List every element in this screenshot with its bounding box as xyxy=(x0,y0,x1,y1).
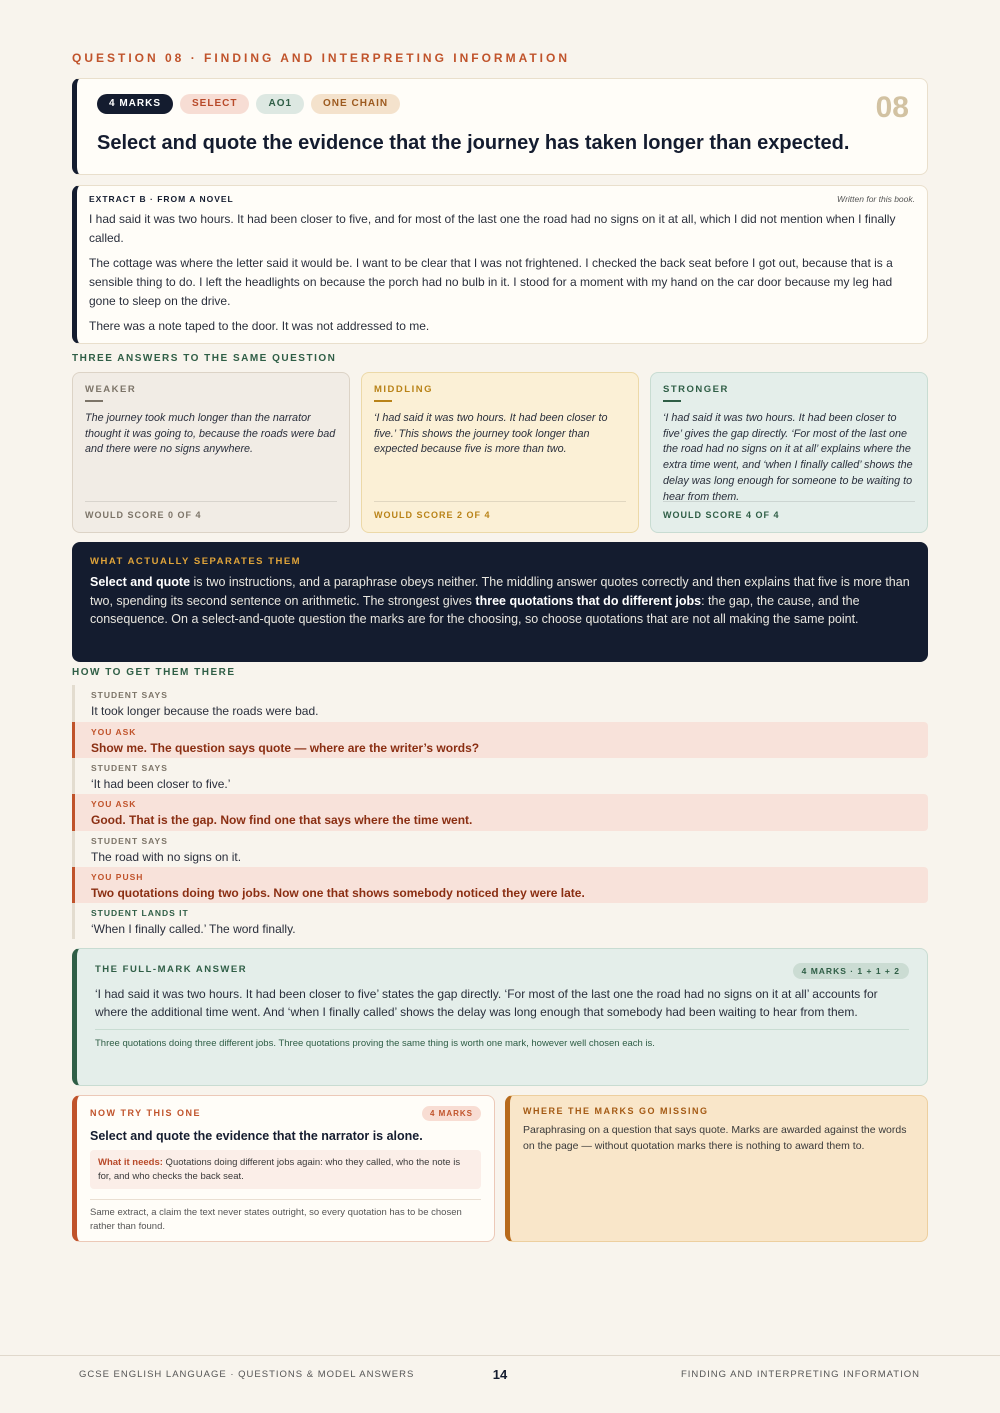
label-rule xyxy=(663,400,681,402)
answer-score: WOULD SCORE 0 OF 4 xyxy=(85,501,337,520)
missing-text: Paraphrasing on a question that says quote. Marks are awarded against the words on the page — without quotation marks there is nothing to award them to. xyxy=(523,1124,907,1152)
question-number: 08 xyxy=(875,91,909,124)
page-number: 14 xyxy=(492,1367,508,1382)
select-tag: SELECT xyxy=(180,94,249,114)
section-kicker: QUESTION 08 · FINDING AND INTERPRETING INFORMATION xyxy=(72,51,571,65)
separates-text-1: is two instructions, and a paraphrase obeys neither. The middling answer quotes correctly and then explains that five is more than two, spending its second sentence on arithmetic. The strongest gives xyxy=(90,575,910,608)
speaker-text: The road with no signs on it. xyxy=(91,850,242,864)
speaker-text: Two quotations doing two jobs. Now one that shows somebody noticed they were late. xyxy=(91,886,585,900)
question-title: Select and quote the evidence that the journey has taken longer than expected. xyxy=(97,132,850,154)
separates-callout xyxy=(72,542,928,662)
full-mark-card xyxy=(72,948,928,1086)
question-card xyxy=(72,78,928,175)
extract-note: Written for this book. xyxy=(837,194,915,204)
try-label: NOW TRY THIS ONE xyxy=(90,1108,202,1118)
weaker-answer-card xyxy=(72,372,350,533)
label-rule xyxy=(374,400,392,402)
speaker-text: Show me. The question says quote — where are the writer’s words? xyxy=(91,741,480,755)
speaker-text: It took longer because the roads were bad. xyxy=(91,704,319,718)
answer-text: The journey took much longer than the narrator thought it was going to, because the roads were bad and there were no signs anywhere. xyxy=(85,412,336,456)
answer-text: ‘I had said it was two hours. It had been closer to five.’ This shows the journey took longer than expected because five is more than two. xyxy=(374,412,608,456)
speaker-text: ‘It had been closer to five.’ xyxy=(91,777,231,791)
speaker-label: YOU PUSH xyxy=(91,872,144,882)
dialogue-heading: HOW TO GET THEM THERE xyxy=(72,667,236,678)
extract-paragraph: There was a note taped to the door. It was not addressed to me. xyxy=(89,319,430,333)
middling-answer-card xyxy=(361,372,639,533)
what-it-needs xyxy=(90,1150,481,1189)
separates-bold-2: three quotations that do different jobs xyxy=(475,593,702,608)
try-marks-badge: 4 MARKS xyxy=(422,1106,481,1121)
footer-book-title: GCSE ENGLISH LANGUAGE · QUESTIONS & MODEL ANSWERS xyxy=(79,1369,415,1380)
separates-label: WHAT ACTUALLY SEPARATES THEM xyxy=(90,556,302,567)
dialogue-line-teacher xyxy=(72,867,928,903)
answers-heading: THREE ANSWERS TO THE SAME QUESTION xyxy=(72,353,337,364)
needs-label: What it needs: xyxy=(98,1157,163,1168)
page-footer xyxy=(0,1355,1000,1413)
full-mark-note: Three quotations doing three different jobs. Three quotations proving the same thing is worth one mark, however well chosen each is. xyxy=(95,1029,909,1049)
stronger-answer-card xyxy=(650,372,928,533)
try-question: Select and quote the evidence that the narrator is alone. xyxy=(90,1129,423,1143)
dialogue-line-student xyxy=(72,903,928,939)
answer-score: WOULD SCORE 4 OF 4 xyxy=(663,501,915,520)
answer-level-label: STRONGER xyxy=(663,384,729,395)
needs-text: Quotations doing different jobs again: who they called, who the note is for, and who checks the back seat. xyxy=(98,1157,461,1182)
extract-paragraph: I had said it was two hours. It had been closer to five, and for most of the last one the road had no signs on it at all, which I did not mention when I finally called. xyxy=(89,212,896,245)
dialogue-line-student xyxy=(72,831,928,867)
speaker-text: Good. That is the gap. Now find one that says where the time went. xyxy=(91,813,473,827)
separates-text xyxy=(90,573,910,629)
answer-level-label: WEAKER xyxy=(85,384,137,395)
footer-section-title: FINDING AND INTERPRETING INFORMATION xyxy=(680,1369,920,1380)
speaker-label: STUDENT LANDS IT xyxy=(91,908,189,918)
one-chain-tag: ONE CHAIN xyxy=(311,94,400,114)
full-mark-label: THE FULL-MARK ANSWER xyxy=(95,964,248,975)
answer-text: ‘I had said it was two hours. It had been closer to five’ gives the gap directly. ‘For most of the last one the road had no signs on it at all’ explains where the extra time went, and ‘when I finally called’ shows the delay was long enough for someone to be waiting to hear from them. xyxy=(663,412,913,503)
dialogue-line-teacher xyxy=(72,794,928,831)
try-footnote: Same extract, a claim the text never states outright, so every quotation has to be chosen rather than found. xyxy=(90,1199,481,1234)
separates-text-2: : the gap, the cause, and the consequence. On a select-and-quote question the marks are for the choosing, so choose quotations that are not all making the same point. xyxy=(90,593,860,627)
question-tags xyxy=(97,94,400,114)
marks-breakdown-badge: 4 MARKS · 1 + 1 + 2 xyxy=(793,963,909,979)
answer-score: WOULD SCORE 2 OF 4 xyxy=(374,501,626,520)
answer-level-label: MIDDLING xyxy=(374,384,433,395)
speaker-label: YOU ASK xyxy=(91,727,137,737)
speaker-label: STUDENT SAYS xyxy=(91,763,168,773)
dialogue-line-student xyxy=(72,685,928,722)
extract-paragraph: The cottage was where the letter said it would be. I want to be clear that I was not frightened. I checked the back seat before I got out, because that is a sensible thing to do. I left the headlights on because the porch had no bulb in it. I stood for a moment with my hand on the car door because my leg had gone to sleep on the drive. xyxy=(89,256,893,308)
extract-card xyxy=(72,185,928,344)
speaker-label: YOU ASK xyxy=(91,799,137,809)
dialogue-line-student xyxy=(72,758,928,794)
marks-tag: 4 MARKS xyxy=(97,94,173,114)
dialogue-line-teacher xyxy=(72,722,928,758)
speaker-text: ‘When I finally called.’ The word finally. xyxy=(91,922,296,936)
missing-label: WHERE THE MARKS GO MISSING xyxy=(523,1106,709,1116)
marks-missing-card xyxy=(505,1095,928,1242)
full-mark-text: ‘I had said it was two hours. It had been closer to five’ states the gap directly. ‘For most of the last one the road had no signs on it at all’ accounts for where the additional time went. And ‘when I finally called’ shows the delay was long enough that somebody had been waiting to hear from them. xyxy=(95,987,878,1019)
separates-bold-1: Select and quote xyxy=(90,575,191,589)
try-this-card xyxy=(72,1095,495,1242)
speaker-label: STUDENT SAYS xyxy=(91,690,168,700)
ao1-tag: AO1 xyxy=(256,94,304,114)
speaker-label: STUDENT SAYS xyxy=(91,836,168,846)
extract-label: EXTRACT B · FROM A NOVEL xyxy=(89,194,234,204)
label-rule xyxy=(85,400,103,402)
